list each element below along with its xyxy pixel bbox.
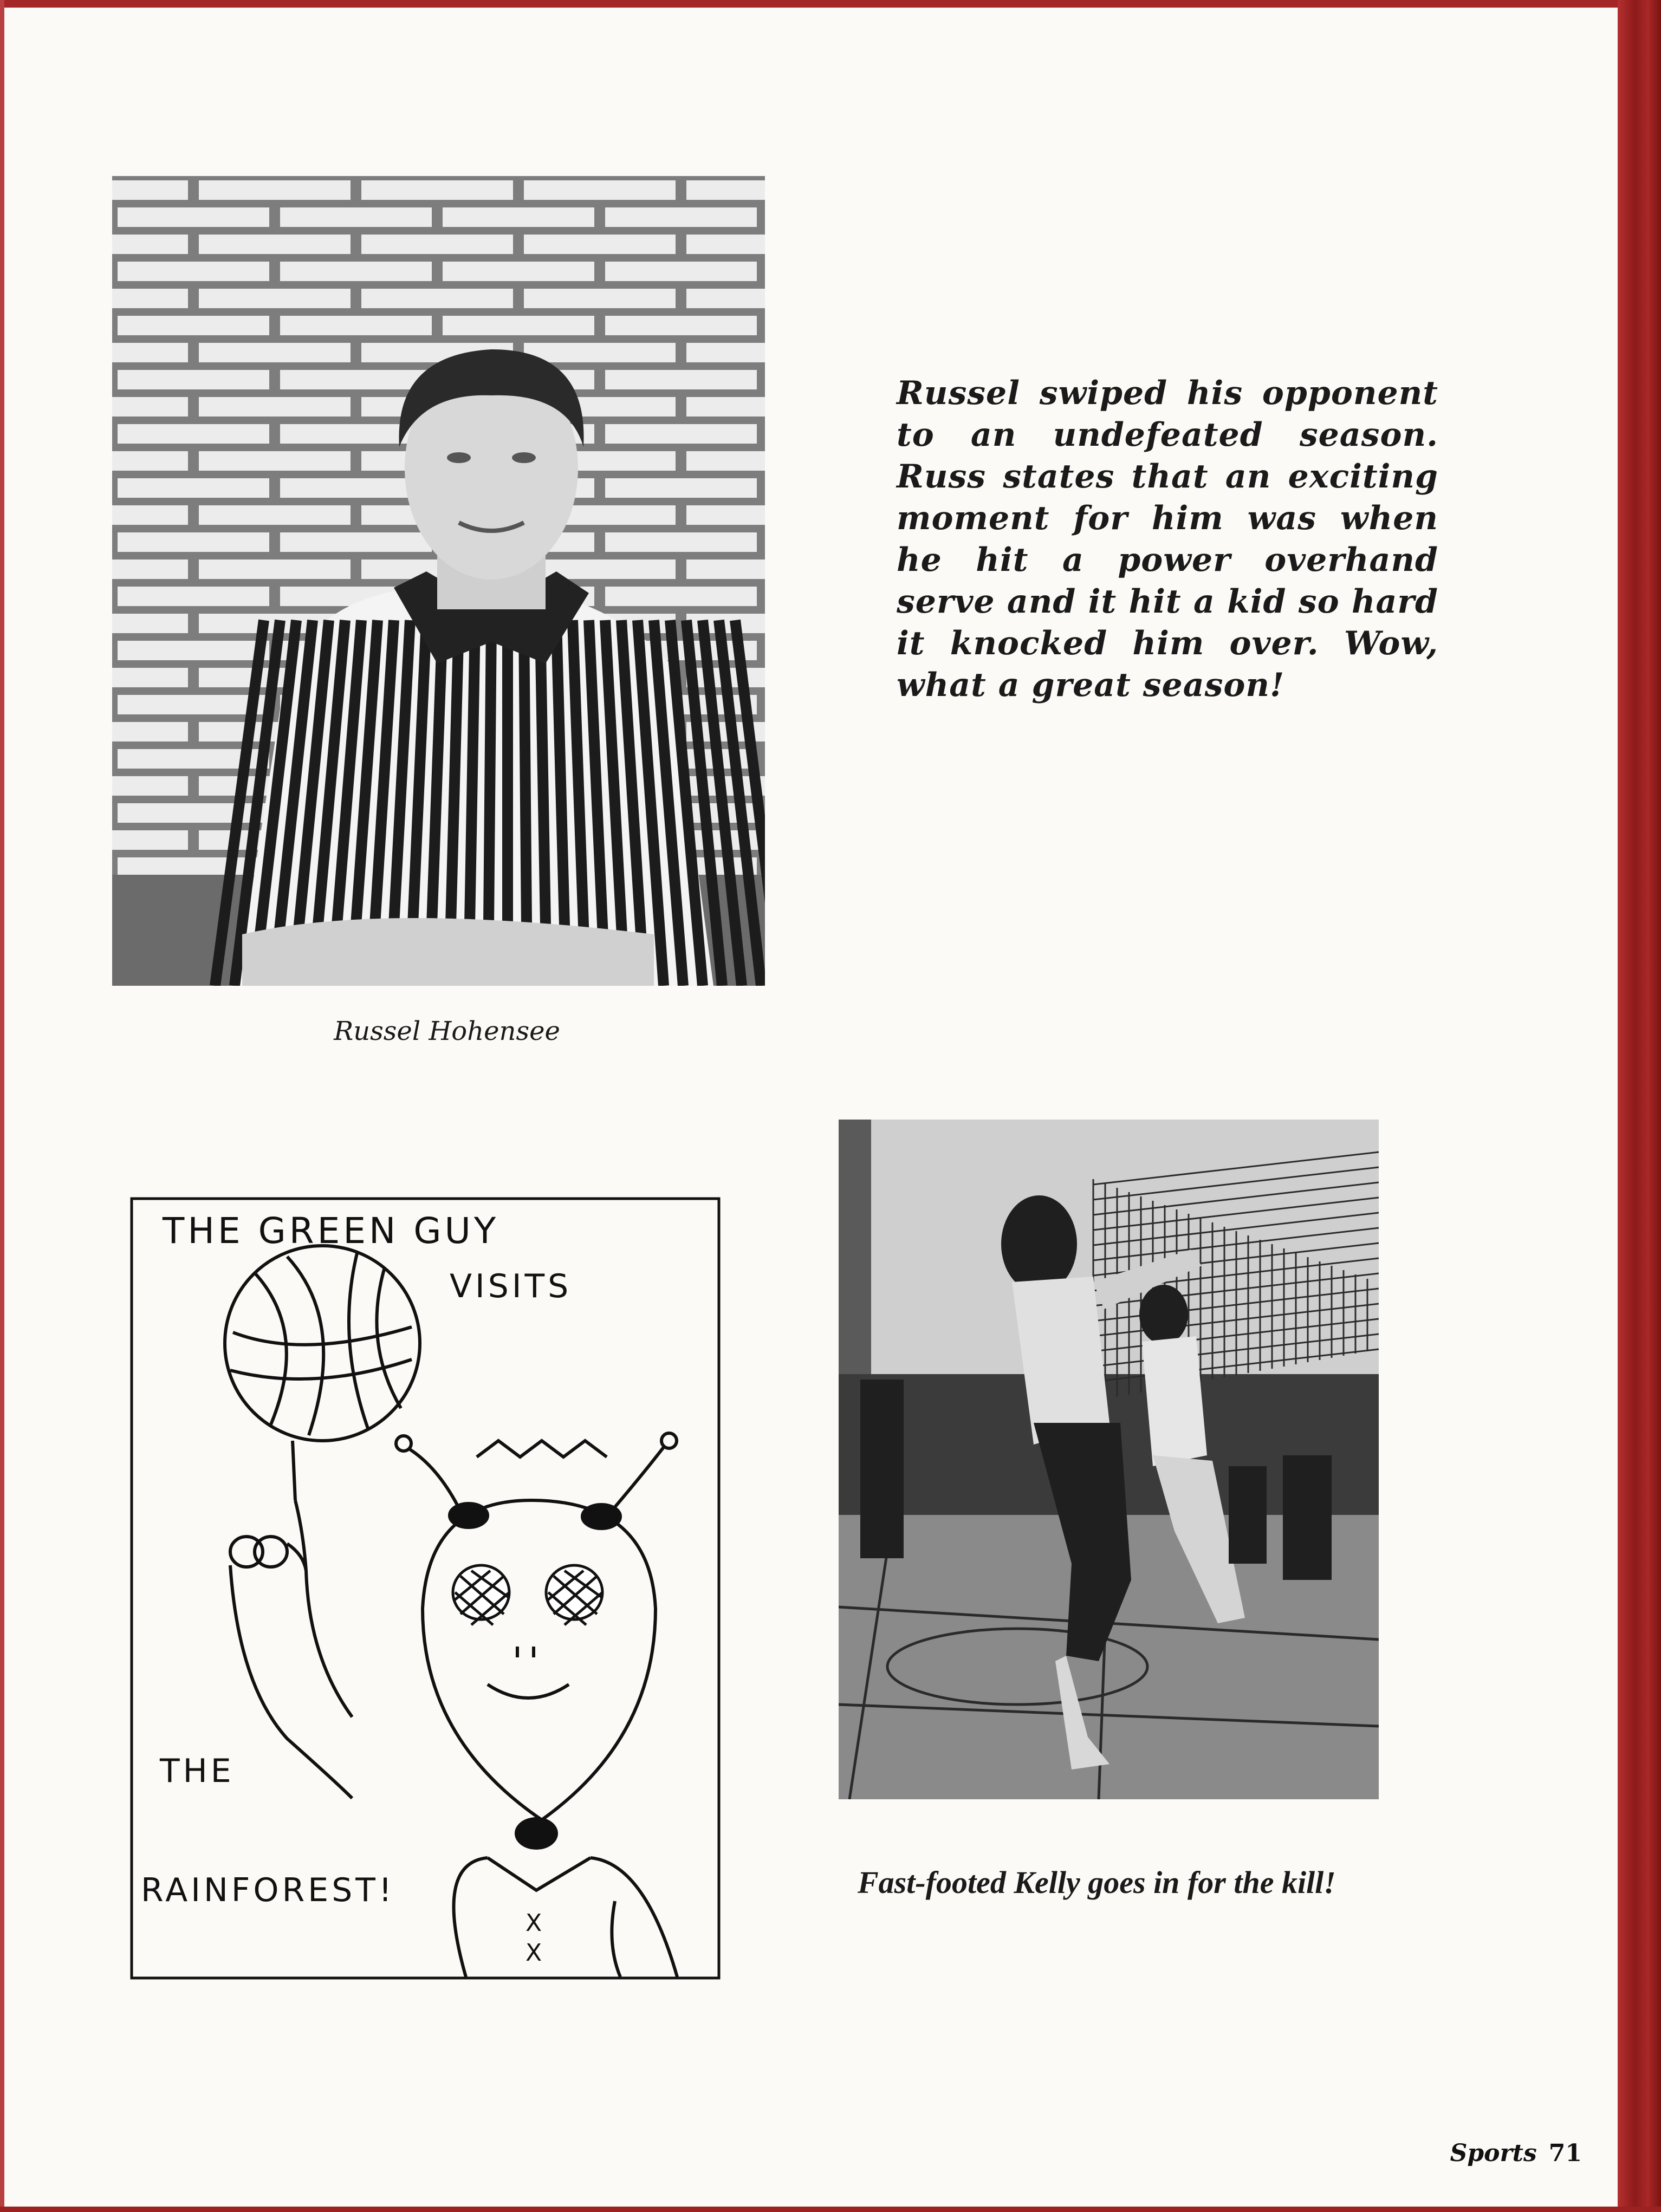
alien-neck <box>515 1817 558 1850</box>
cartoon-title-line3: THE <box>160 1752 235 1790</box>
shirt-mark-1: X <box>525 1909 546 1937</box>
alien-head <box>423 1500 656 1820</box>
portrait-photo <box>112 176 765 986</box>
cartoon-title-line2: VISITS <box>450 1267 572 1305</box>
alien-eyes-icon <box>453 1565 602 1625</box>
page-number: 71 <box>1548 2139 1582 2167</box>
folio-section: Sports <box>1450 2139 1537 2167</box>
action-photo-art <box>839 1120 1379 1799</box>
book-edge-left <box>0 0 4 2212</box>
action-caption: Fast-footed Kelly goes in for the kill! <box>858 1865 1336 1900</box>
volleyball-action-photo <box>839 1120 1379 1799</box>
cartoon-title-line1: THE GREEN GUY <box>163 1210 499 1252</box>
alien-body <box>454 1858 678 1977</box>
portrait-caption: Russel Hohensee <box>334 1016 560 1046</box>
feature-paragraph: Russel swiped his opponent to an undefeated season. Russ states that an exciting moment for him was when he hit a power overhand serve and it hit a kid so hard it knocked him over. Wow, what a great season! <box>897 374 1438 704</box>
cartoon-title-line4: RAINFOREST! <box>141 1871 395 1909</box>
zigzag-squiggle <box>477 1441 607 1457</box>
alien-smile <box>488 1684 569 1698</box>
volleyball-icon <box>225 1246 420 1441</box>
book-edge-top <box>0 0 1661 8</box>
book-edge-bottom <box>0 2207 1661 2212</box>
cartoon-art <box>130 1197 721 1980</box>
page-folio <box>1430 2139 1582 2167</box>
portrait-photo-art <box>112 176 765 986</box>
shirt-mark-2: X <box>525 1939 546 1967</box>
alien-antennae <box>396 1433 677 1528</box>
hand-drawn-cartoon <box>130 1197 721 1980</box>
alien-arm <box>230 1441 352 1798</box>
alien-nose <box>517 1647 534 1657</box>
book-binding-red <box>1618 0 1661 2212</box>
